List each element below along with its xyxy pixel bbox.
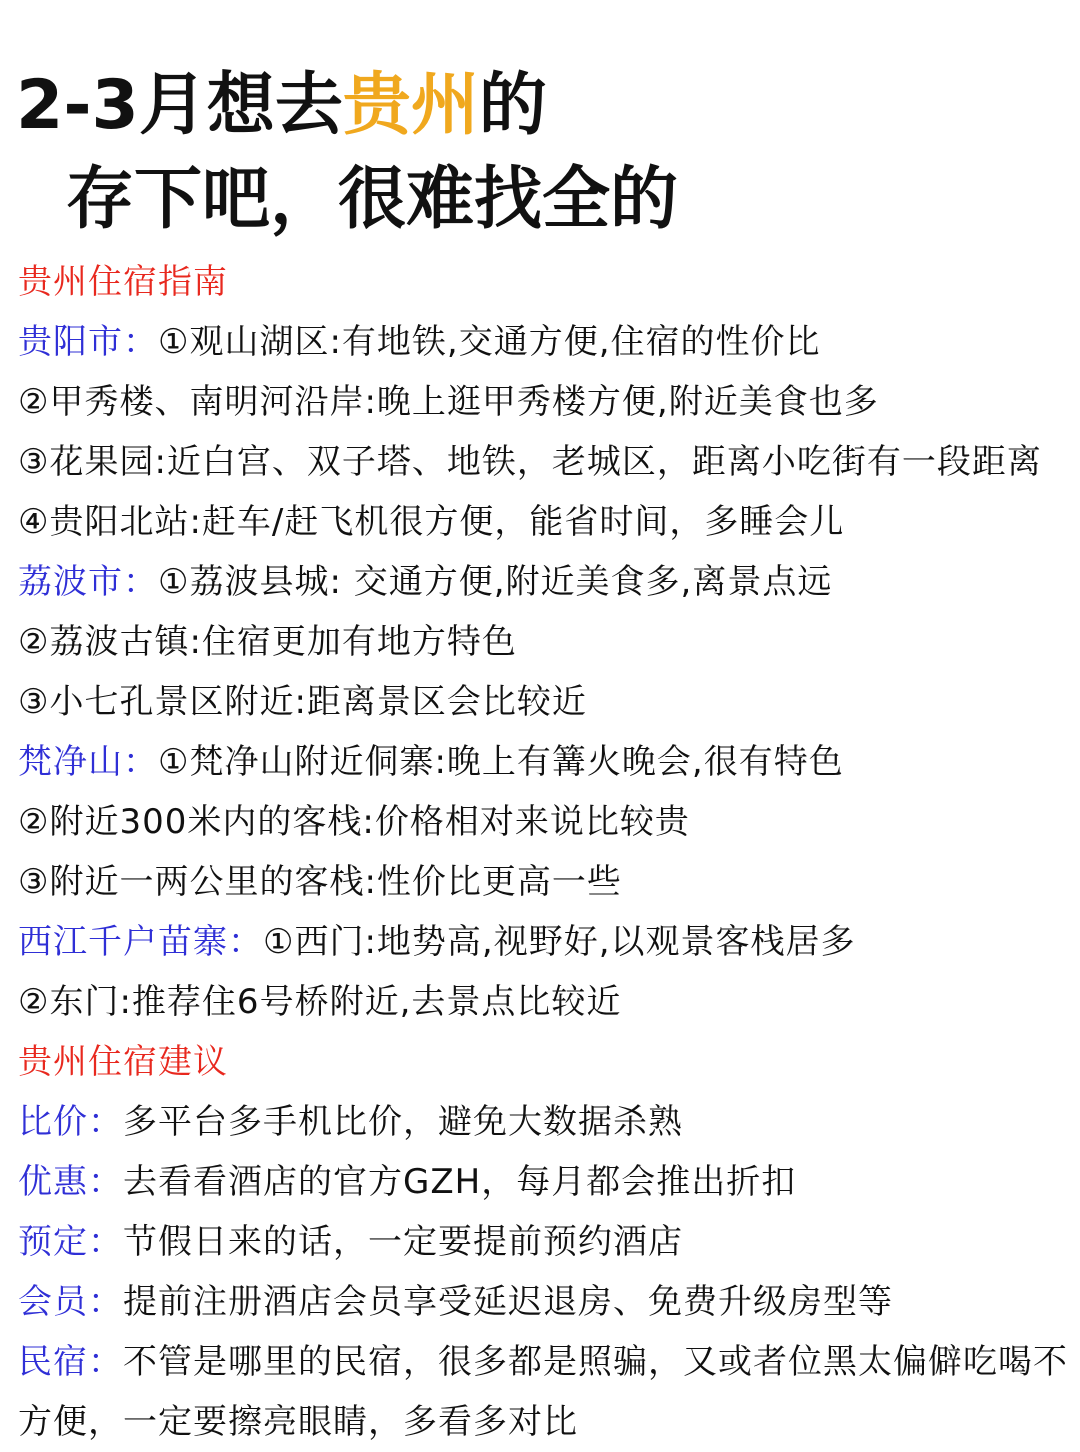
item-text: ③附近一两公里的客栈:性价比更高一些 (18, 862, 622, 902)
list-item (18, 552, 1068, 612)
item-text: 不管是哪里的民宿，很多都是照骗，又或者位黑太偏僻吃喝不方便，一定要擦亮眼睛，多看多对比 (18, 1342, 1068, 1442)
item-text: 多平台多手机比价，避免大数据杀熟 (123, 1102, 683, 1142)
item-text: ④贵阳北站:赶车/赶飞机很方便，能省时间，多睡会儿 (18, 502, 845, 542)
item-text: ③小七孔景区附近:距离景区会比较近 (18, 682, 587, 722)
page-subtitle: 存下吧，很难找全的 (66, 160, 679, 239)
item-label: 比价： (18, 1102, 123, 1142)
guide-content (18, 252, 1068, 1452)
list-item (18, 612, 1068, 672)
item-label: 民宿： (18, 1342, 123, 1382)
list-item (18, 1332, 1068, 1452)
item-label: 会员： (18, 1282, 123, 1322)
title-suffix: 的 (478, 66, 547, 145)
item-label: 预定： (18, 1222, 123, 1262)
title-prefix: 2-3月想去 (16, 66, 343, 145)
section-heading: 贵州住宿建议 (18, 1042, 228, 1082)
list-item (18, 1092, 1068, 1152)
item-text: ②东门:推荐住6号桥附近,去景点比较近 (18, 982, 622, 1022)
item-text: ②荔波古镇:住宿更加有地方特色 (18, 622, 517, 662)
item-text: 提前注册酒店会员享受延迟退房、免费升级房型等 (123, 1282, 893, 1322)
item-text: ③花果园:近白宫、双子塔、地铁，老城区，距离小吃街有一段距离 (18, 442, 1042, 482)
list-item (18, 1272, 1068, 1332)
section-heading: 贵州住宿指南 (18, 262, 228, 302)
item-label: 贵阳市： (18, 322, 158, 362)
item-label: 西江千户苗寨： (18, 922, 263, 962)
list-item (18, 312, 1068, 372)
list-item (18, 1152, 1068, 1212)
item-label: 优惠： (18, 1162, 123, 1202)
list-item (18, 432, 1068, 492)
list-item (18, 492, 1068, 552)
list-item (18, 672, 1068, 732)
item-text: ①梵净山附近侗寨:晚上有篝火晚会,很有特色 (158, 742, 844, 782)
item-text: 去看看酒店的官方GZH，每月都会推出折扣 (123, 1162, 797, 1202)
list-item (18, 852, 1068, 912)
list-item (18, 912, 1068, 972)
item-text: ②甲秀楼、南明河沿岸:晚上逛甲秀楼方便,附近美食也多 (18, 382, 879, 422)
list-item (18, 372, 1068, 432)
page-title (16, 66, 547, 145)
item-text: ①观山湖区:有地铁,交通方便,住宿的性价比 (158, 322, 821, 362)
item-label: 荔波市： (18, 562, 158, 602)
item-text: ②附近300米内的客栈:价格相对来说比较贵 (18, 802, 690, 842)
list-item (18, 732, 1068, 792)
title-highlight: 贵州 (342, 66, 479, 145)
list-item (18, 972, 1068, 1032)
list-item (18, 792, 1068, 852)
list-item (18, 1212, 1068, 1272)
item-text: 节假日来的话，一定要提前预约酒店 (123, 1222, 683, 1262)
item-label: 梵净山： (18, 742, 158, 782)
item-text: ①西门:地势高,视野好,以观景客栈居多 (263, 922, 856, 962)
item-text: ①荔波县城: 交通方便,附近美食多,离景点远 (158, 562, 833, 602)
